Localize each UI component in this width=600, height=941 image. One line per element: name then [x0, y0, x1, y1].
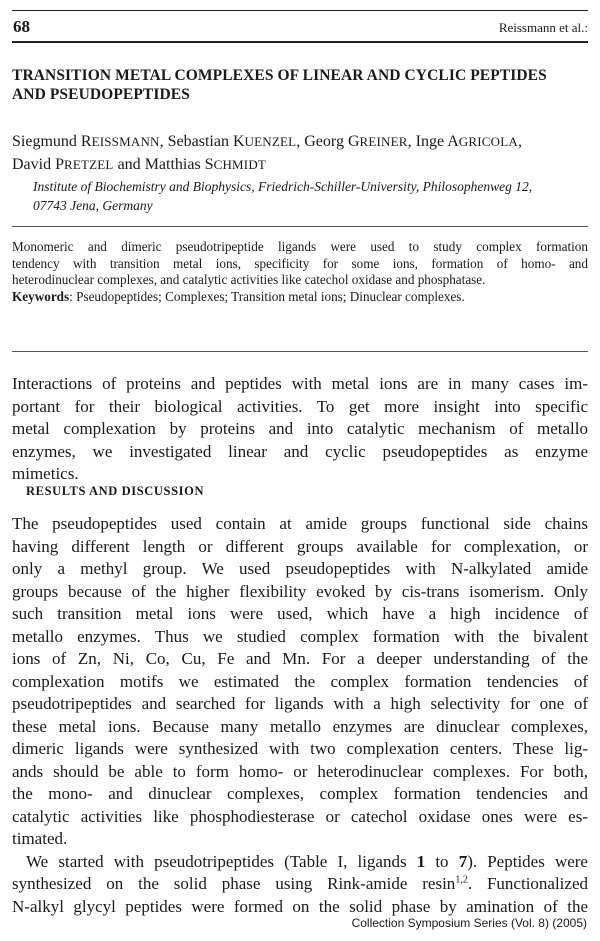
header-bottom-rule — [12, 41, 588, 43]
keywords-text: : Pseudopeptides; Complexes; Transition metal ions; Dinuclear complexes. — [69, 288, 465, 304]
body-line: portant for their biological activities. To get more insight into specific — [12, 396, 588, 416]
body-line: these metal ions. Because many metallo enzymes are dinuclear complexes, — [12, 716, 588, 736]
ligand-number: 7 — [458, 851, 468, 871]
author-line: David PRETZEL and Matthias SCHMIDT — [12, 156, 267, 173]
abstract-line: tendency with transition metal ions, specificity for some ions, formation of homo- and — [12, 255, 588, 271]
body-line: synthesized on the solid phase using Rink-amide resin$^{1,2}$. Functionalized — [12, 874, 588, 893]
intro-paragraph — [12, 373, 588, 486]
author-name: Matthias SCHMIDT — [144, 156, 267, 173]
running-header-author: Reissmann et al.: — [498, 20, 588, 35]
body-line: enzymes, we investigated linear and cyclic pseudopeptides as enzyme — [12, 441, 588, 461]
body-line: mimetics. — [12, 464, 79, 483]
body-line: having different length or different groups available for complexation, or — [12, 536, 588, 556]
body-line: only a methyl group. We used pseudopeptides with N-alkylated amide — [12, 559, 588, 578]
abstract — [12, 239, 588, 305]
title-line: TRANSITION METAL COMPLEXES OF LINEAR AND CYCLIC PEPTIDES — [12, 67, 547, 84]
keywords — [12, 289, 588, 306]
body-line: Interactions of proteins and peptides with metal ions are in many cases im- — [12, 374, 588, 393]
body-line: metallo enzymes. Thus we studied complex formation with the bivalent — [12, 626, 588, 646]
footer-series: Collection Symposium Series (Vol. 8) (2005) — [351, 916, 587, 930]
body-line: the mono- and dinuclear complexes, complex formation tendencies and — [12, 784, 588, 803]
body-line: complexation motifs we estimated the complex formation tendencies of — [12, 671, 588, 691]
body-line: catalytic activities like phosphodiesterase or catechol oxidase ones were es- — [12, 806, 588, 826]
body-line: timated. — [12, 829, 68, 848]
body-line: We started with pseudotripeptides (Table I, ligands 1 to 7). Peptides were — [26, 851, 588, 871]
body-line: pseudotripeptides and searched for ligands with a high selectivity for one of — [12, 694, 588, 713]
body-line: The pseudopeptides used contain at amide groups functional side chains — [12, 514, 588, 533]
author-name: Inge AGRICOLA — [415, 133, 518, 150]
body-line: dimeric ligands were synthesized with two complexation centers. These lig- — [12, 739, 588, 758]
author-name: Georg GREINER — [304, 133, 408, 150]
results-section — [12, 513, 588, 918]
citation-superscript: 1,2 — [455, 874, 468, 886]
author-list — [12, 130, 592, 176]
abstract-line: heterodinuclear complexes, and catalytic activities like catechol oxidase and phosphatase. — [12, 272, 486, 287]
header-top-rule — [12, 10, 588, 11]
affiliation-line: Institute of Biochemistry and Biophysics, Friedrich-Schiller-University, Philosophenweg 12, — [33, 179, 533, 194]
abstract-top-rule — [12, 226, 588, 227]
body-line: such transition metal ions were used, which have a high incidence of — [12, 604, 588, 623]
author-name: Siegmund REISSMANN — [12, 133, 160, 150]
author-name: David PRETZEL — [12, 156, 114, 173]
body-line: groups because of the higher flexibility evoked by cis-trans isomerism. Only — [12, 581, 588, 601]
title-line: AND PSEUDOPEPTIDES — [12, 86, 190, 103]
page-number: 68 — [13, 17, 30, 36]
affiliation — [33, 177, 593, 215]
author-name: Sebastian KUENZEL — [167, 133, 297, 150]
article-title — [12, 66, 588, 104]
body-line: metal complexation by proteins and into catalytic mechanism of metallo — [12, 419, 588, 438]
abstract-line: Monomeric and dimeric pseudotripeptide ligands were used to study complex formation — [12, 239, 588, 254]
abstract-bottom-rule — [12, 351, 588, 352]
body-line: ands should be able to form homo- or heterodinuclear complexes. For both, — [12, 761, 588, 781]
body-line: N-alkyl glycyl peptides were formed on the solid phase by amination of the — [12, 896, 588, 916]
section-heading: RESULTS AND DISCUSSION — [26, 484, 205, 498]
ligand-number: 1 — [416, 851, 426, 871]
affiliation-line: 07743 Jena, Germany — [33, 198, 153, 213]
body-line: ions of Zn, Ni, Co, Cu, Fe and Mn. For a deeper understanding of the — [12, 649, 588, 668]
author-line: Siegmund REISSMANN, Sebastian KUENZEL, Georg GREINER, Inge AGRICOLA, — [12, 133, 522, 150]
keywords-label: Keywords — [12, 288, 70, 304]
